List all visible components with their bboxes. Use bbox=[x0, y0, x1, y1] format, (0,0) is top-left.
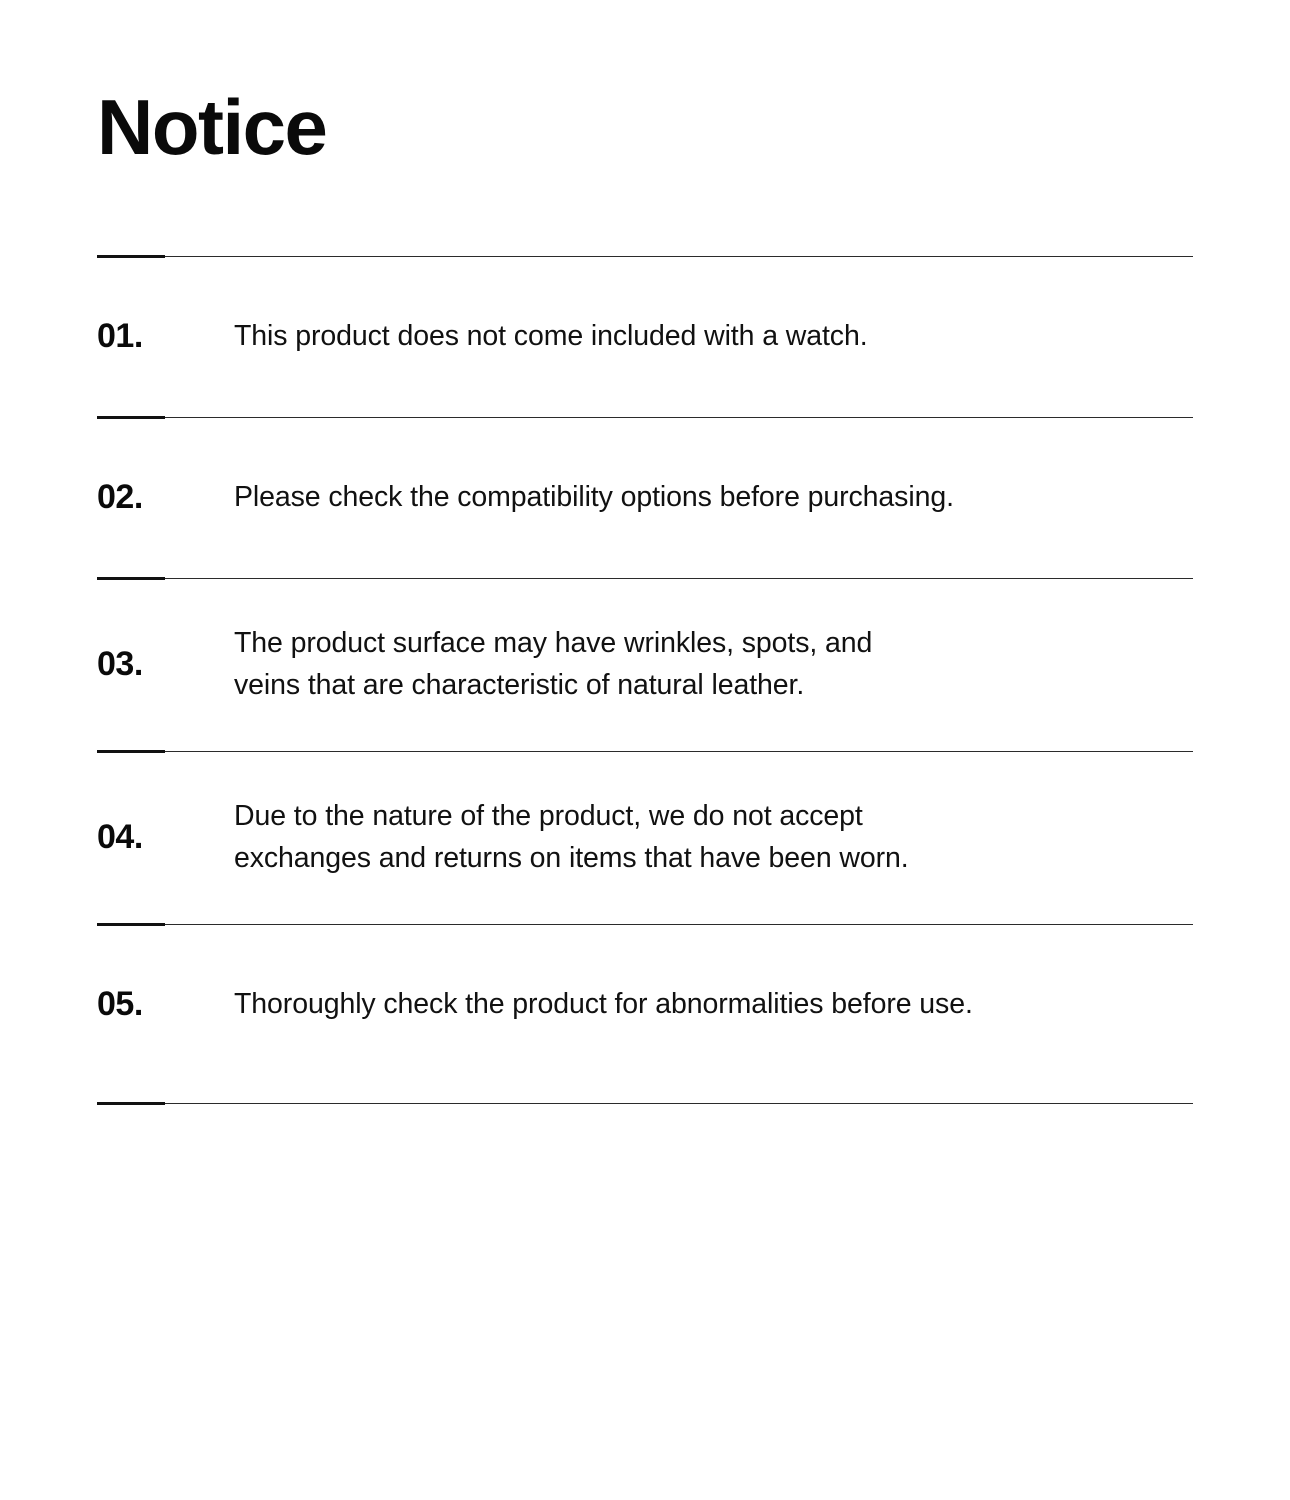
list-item-line: Thoroughly check the product for abnormalities before use. bbox=[234, 988, 973, 1021]
list-item bbox=[97, 257, 1193, 417]
list-item-text bbox=[234, 623, 1193, 706]
list-item bbox=[97, 752, 1193, 924]
list-item-number: 02. bbox=[97, 478, 143, 517]
divider-bottom bbox=[97, 1103, 1193, 1104]
list-item-line: veins that are characteristic of natural leather. bbox=[234, 669, 805, 701]
divider bbox=[97, 751, 1193, 752]
list-item-text bbox=[234, 796, 1193, 879]
list-item-text bbox=[234, 316, 1193, 358]
divider-top bbox=[97, 256, 1193, 257]
list-item bbox=[97, 418, 1193, 578]
list-item-line: Please check the compatibility options before purchasing. bbox=[234, 481, 954, 514]
spacer bbox=[97, 1085, 1193, 1103]
list-item-number: 04. bbox=[97, 818, 143, 857]
list-item bbox=[97, 579, 1193, 751]
list-item-line: The product surface may have wrinkles, spots, and bbox=[234, 627, 873, 660]
divider bbox=[97, 417, 1193, 418]
list-item bbox=[97, 925, 1193, 1085]
divider bbox=[97, 924, 1193, 925]
list-item-line: This product does not come included with a watch. bbox=[234, 320, 868, 353]
page-title: Notice bbox=[97, 83, 327, 171]
list-item-number: 01. bbox=[97, 317, 143, 356]
list-item-number: 05. bbox=[97, 985, 143, 1024]
list-item-number: 03. bbox=[97, 645, 143, 684]
divider bbox=[97, 578, 1193, 579]
list-item-line: exchanges and returns on items that have been worn. bbox=[234, 842, 909, 874]
list-item-text bbox=[234, 984, 1193, 1026]
list-item-text bbox=[234, 477, 1193, 519]
list-item-line: Due to the nature of the product, we do not accept bbox=[234, 800, 863, 833]
notice-list bbox=[97, 256, 1193, 1104]
